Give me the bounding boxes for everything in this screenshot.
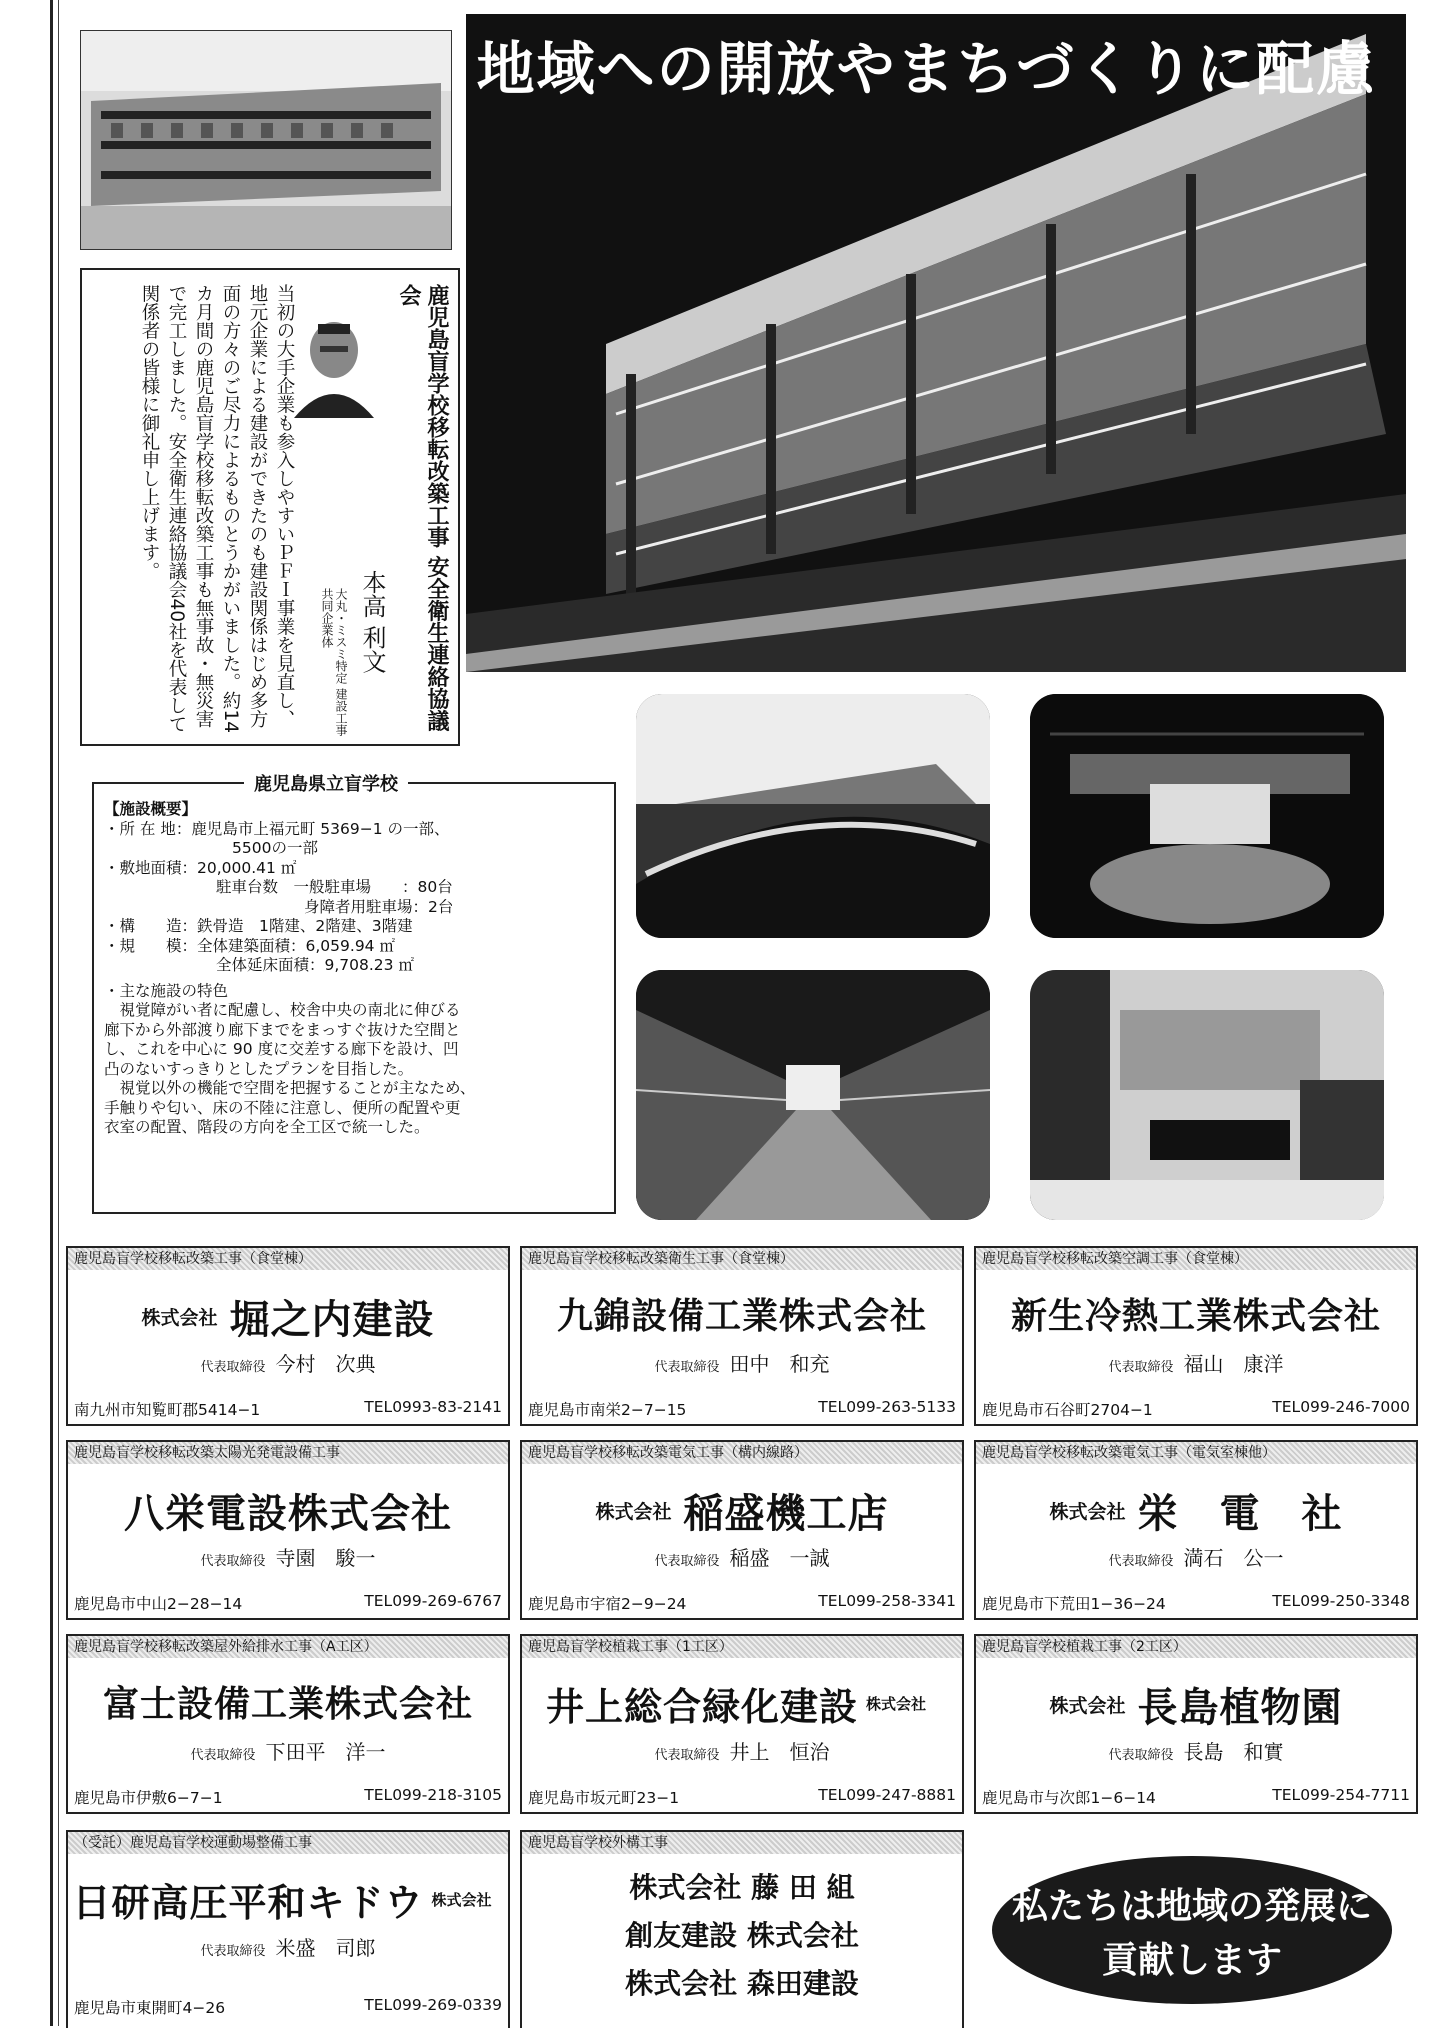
company-address: 鹿児島市下荒田1−36−24 xyxy=(982,1595,1166,1613)
ad-project: 鹿児島盲学校移転改築衛生工事（食堂棟） xyxy=(522,1248,962,1270)
rep-name: 満石 公一 xyxy=(1183,1546,1284,1570)
rep-name: 田中 和充 xyxy=(729,1352,830,1376)
features-line: 手触りや匂い、床の不陸に注意し、便所の配置や更 xyxy=(104,1098,461,1117)
company-name: 株式会社 森田建設 xyxy=(625,1967,859,2000)
slogan-line: 私たちは地域の発展に xyxy=(1011,1885,1372,1927)
features-line: 視覚以外の機能で空間を把握することが主なため、 xyxy=(104,1079,476,1097)
ad-box xyxy=(974,1440,1418,1620)
features-line: 廊下から外部渡り廊下までをまっすぐ抜けた空間と xyxy=(104,1020,461,1039)
company-name: 創友建設 株式会社 xyxy=(625,1919,859,1952)
company-tel: TEL099-250-3348 xyxy=(1272,1592,1410,1610)
rep-name: 寺園 駿一 xyxy=(275,1546,376,1570)
company-address: 南九州市知覧町郡5414−1 xyxy=(74,1401,261,1419)
headline: 地域への開放やまちづくりに配慮 xyxy=(476,35,1376,103)
company-tel: TEL0993-83-2141 xyxy=(364,1398,502,1416)
company-tel: TEL099-269-6767 xyxy=(364,1592,502,1610)
building-area: 全体建築面積：6,059.94 ㎡ xyxy=(197,936,395,955)
rep-role: 代表取締役 xyxy=(654,1360,720,1375)
features-header: ・主な施設の特色 xyxy=(104,981,229,1000)
company-suffix: 株式会社 xyxy=(431,1891,492,1909)
hero-photo xyxy=(466,14,1406,672)
site-area: 20,000.41 ㎡ xyxy=(197,858,297,877)
ad-project: 鹿児島盲学校移転改築電気工事（電気室棟他） xyxy=(976,1442,1416,1464)
parking-general: 一般駐車場 ：80台 xyxy=(293,878,453,896)
company-address: 鹿児島市与次郎1−6−14 xyxy=(982,1789,1156,1807)
ad-box xyxy=(974,1246,1418,1426)
page-rule xyxy=(58,0,59,2026)
photo-classroom xyxy=(1030,970,1384,1220)
ad-box xyxy=(520,1634,964,1814)
company-name: 株式会社 藤 田 組 xyxy=(629,1871,855,1904)
rep-name: 下田平 洋一 xyxy=(265,1740,386,1764)
address-label: ・所 在 地： xyxy=(104,819,192,838)
rep-role: 代表取締役 xyxy=(200,1944,266,1959)
slogan-line: 貢献します xyxy=(1101,1939,1282,1981)
company-address: 鹿児島市宇宿2−9−24 xyxy=(528,1595,687,1613)
message-person: 本高 利文 xyxy=(358,570,386,674)
rep-name: 福山 康洋 xyxy=(1183,1352,1284,1376)
floor-area: 全体延床面積：9,708.23 ㎡ xyxy=(216,956,414,974)
ad-box xyxy=(66,1830,510,2028)
ad-box xyxy=(66,1634,510,1814)
rep-role: 代表取締役 xyxy=(654,1554,720,1569)
rep-role: 代表取締役 xyxy=(200,1360,266,1375)
ad-box xyxy=(520,1440,964,1620)
rep-role: 代表取締役 xyxy=(190,1748,256,1763)
company-tel: TEL099-246-7000 xyxy=(1272,1398,1410,1416)
parking-disabled: 身障者用駐車場：2台 xyxy=(304,897,454,916)
rep-name: 井上 恒治 xyxy=(729,1740,830,1764)
structure: 鉄骨造 1階建、2階建、3階建 xyxy=(197,917,413,935)
features-line: 視覚障がい者に配慮し、校舎中央の南北に伸びる xyxy=(104,1001,461,1019)
features-line: 衣室の配置、階段の方向を全工区で統一した。 xyxy=(104,1118,430,1136)
ad-project: 鹿児島盲学校植栽工事（1工区） xyxy=(522,1636,962,1658)
company-address: 鹿児島市石谷町2704−1 xyxy=(982,1401,1153,1419)
features-line: し、これを中心に 90 度に交差する廊下を設け、凹 xyxy=(104,1040,459,1058)
scale-label: ・規 模： xyxy=(104,936,198,955)
rep-name: 今村 次典 xyxy=(275,1352,376,1376)
message-body: 当初の大手企業も参入しやすいＰＦＩ事業を見直し、地元企業による建設ができたのも建設関係はじめ多方面の方々のご尽力によるものとうかがいました。約14カ月間の鹿児島盲学校移転改築工事も無事故・無災害で完工しました。安全衛生連絡協議会40社を代表して関係者の皆様に御礼申し上げます。 xyxy=(139,284,295,734)
company-suffix: 株式会社 xyxy=(866,1695,927,1713)
ad-box xyxy=(66,1246,510,1426)
facility-title: 鹿児島県立盲学校 xyxy=(244,770,408,796)
company-name: 稲盛機工店 xyxy=(683,1491,889,1537)
ad-project: 鹿児島盲学校外構工事 xyxy=(522,1832,962,1854)
ad-box xyxy=(974,1634,1418,1814)
company-prefix: 株式会社 xyxy=(1049,1695,1126,1717)
company-name: 堀之内建設 xyxy=(229,1297,435,1343)
company-name: 新生冷熱工業株式会社 xyxy=(1010,1296,1381,1337)
company-address: 鹿児島市東開町4−26 xyxy=(74,1999,226,2017)
company-tel: TEL099-254-7711 xyxy=(1272,1786,1410,1804)
structure-label: ・構 造： xyxy=(104,917,198,935)
ad-project: 鹿児島盲学校移転改築電気工事（構内線路） xyxy=(522,1442,962,1464)
company-address: 鹿児島市南栄2−7−15 xyxy=(528,1401,687,1419)
message-jv: 大丸・ミスミ特定 建設工事共同企業体 xyxy=(320,588,348,736)
message-box xyxy=(80,268,460,746)
site-label: ・敷地面積： xyxy=(104,858,198,877)
building-photo-small xyxy=(80,30,452,250)
rep-role: 代表取締役 xyxy=(1108,1360,1174,1375)
company-address: 鹿児島市中山2−28−14 xyxy=(74,1595,243,1613)
company-name: 井上総合緑化建設 xyxy=(545,1685,858,1729)
ad-box xyxy=(66,1440,510,1620)
company-prefix: 株式会社 xyxy=(595,1501,672,1523)
company-address: 鹿児島市伊敷6−7−1 xyxy=(74,1789,223,1807)
portrait-photo xyxy=(290,310,378,418)
ad-project: 鹿児島盲学校移転改築太陽光発電設備工事 xyxy=(68,1442,508,1464)
company-tel: TEL099-247-8881 xyxy=(818,1786,956,1804)
company-name: 栄 電 社 xyxy=(1137,1491,1343,1537)
company-name: 日研高圧平和キドウ xyxy=(72,1881,424,1925)
company-tel: TEL099-263-5133 xyxy=(818,1398,956,1416)
rep-role: 代表取締役 xyxy=(1108,1554,1174,1569)
company-name: 富士設備工業株式会社 xyxy=(102,1684,473,1725)
company-tel: TEL099-218-3105 xyxy=(364,1786,502,1804)
ad-project: 鹿児島盲学校移転改築工事（食堂棟） xyxy=(68,1248,508,1270)
company-prefix: 株式会社 xyxy=(1049,1501,1126,1523)
parking-label: 駐車台数 xyxy=(216,878,279,896)
ad-box xyxy=(520,1246,964,1426)
ad-project: 鹿児島盲学校移転改築空調工事（食堂棟） xyxy=(976,1248,1416,1270)
features-line: 凸のないすっきりとしたプランを目指した。 xyxy=(104,1059,414,1078)
photo-exterior-walkway xyxy=(636,694,990,938)
company-prefix: 株式会社 xyxy=(141,1307,218,1329)
rep-name: 長島 和實 xyxy=(1183,1740,1284,1764)
ad-box-exterior xyxy=(520,1830,964,2028)
address-2: 5500の一部 xyxy=(232,839,318,857)
message-org-title: 鹿児島盲学校移転改築工事 安全衛生連絡協議会 xyxy=(396,284,449,732)
rep-name: 米盛 司郎 xyxy=(275,1936,376,1960)
rep-name: 稲盛 一誠 xyxy=(729,1546,830,1570)
address: 鹿児島市上福元町 5369−1 の一部、 xyxy=(191,819,450,838)
facility-details xyxy=(104,800,604,1138)
facility-header: 【施設概要】 xyxy=(104,800,198,818)
photo-corridor xyxy=(636,970,990,1220)
ad-project: 鹿児島盲学校移転改築屋外給排水工事（A工区） xyxy=(68,1636,508,1658)
photo-gym xyxy=(1030,694,1384,938)
company-address: 鹿児島市坂元町23−1 xyxy=(528,1789,680,1807)
page-rule xyxy=(50,0,53,2026)
company-tel: TEL099-269-0339 xyxy=(364,1996,502,2014)
company-name: 九錦設備工業株式会社 xyxy=(556,1296,927,1337)
company-name: 八栄電設株式会社 xyxy=(124,1491,452,1537)
rep-role: 代表取締役 xyxy=(200,1554,266,1569)
rep-role: 代表取締役 xyxy=(1108,1748,1174,1763)
slogan-oval xyxy=(992,1856,1392,2004)
ad-project: （受託）鹿児島盲学校運動場整備工事 xyxy=(68,1832,508,1854)
rep-role: 代表取締役 xyxy=(654,1748,720,1763)
company-name: 長島植物園 xyxy=(1137,1685,1343,1731)
facility-box xyxy=(92,774,616,1214)
company-tel: TEL099-258-3341 xyxy=(818,1592,956,1610)
ad-project: 鹿児島盲学校植栽工事（2工区） xyxy=(976,1636,1416,1658)
